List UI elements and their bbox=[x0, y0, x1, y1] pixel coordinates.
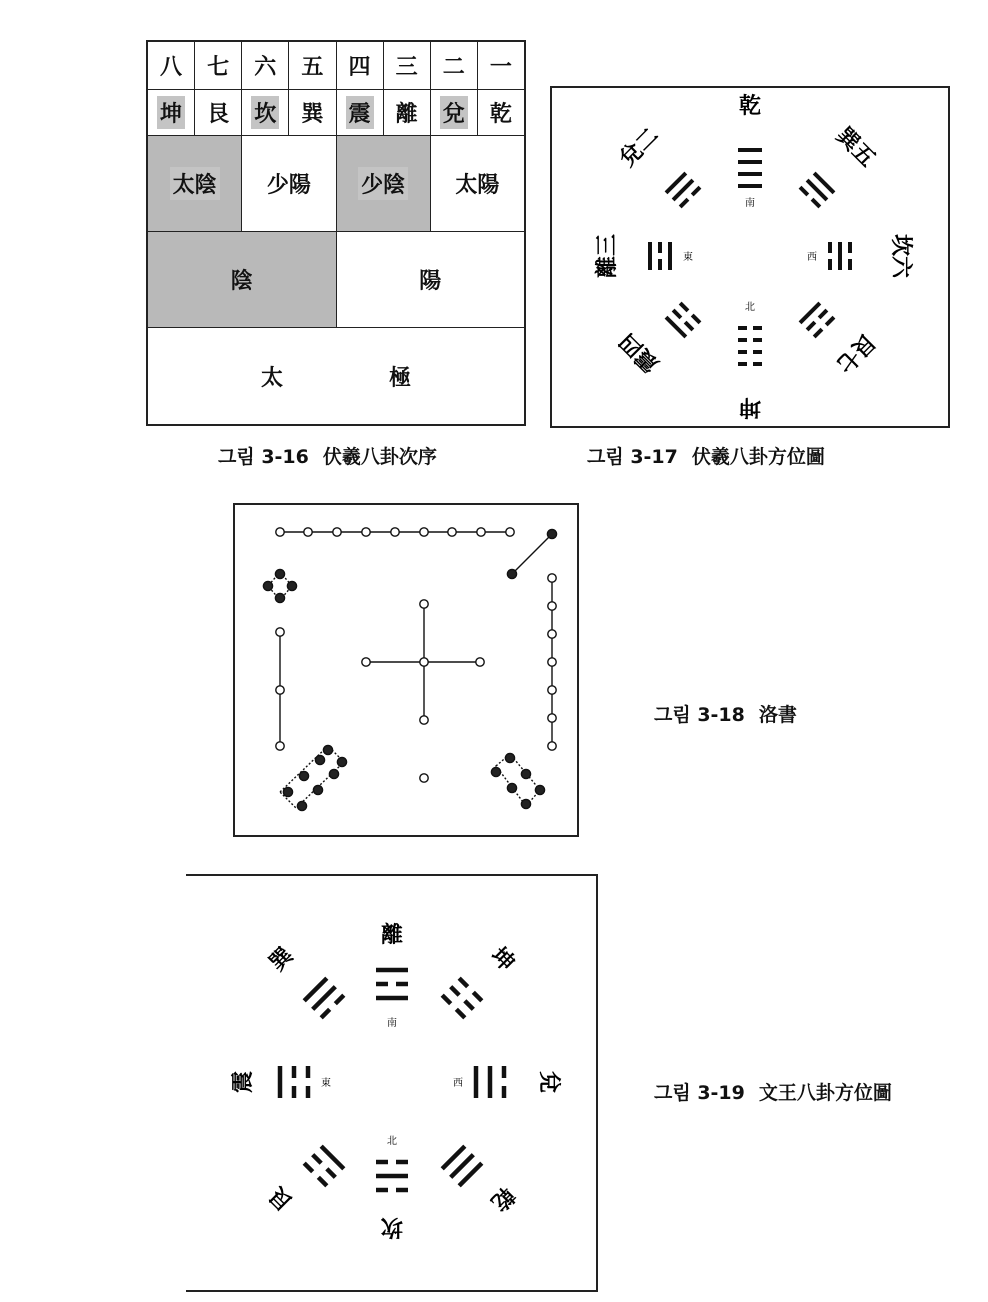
trigram-cell bbox=[289, 90, 336, 135]
direction-west: 西 bbox=[807, 252, 817, 263]
figure-3-16-caption bbox=[218, 442, 437, 469]
direction-south: 南 bbox=[387, 1018, 397, 1029]
fu-xi-arrangement-diagram bbox=[550, 86, 950, 428]
label-east: 坎六 bbox=[888, 233, 914, 279]
trigram-label: 巽 bbox=[301, 101, 324, 127]
label-northeast: 坤 bbox=[485, 942, 520, 977]
trigram-label: 兌 bbox=[440, 96, 468, 129]
trigram-northeast bbox=[442, 978, 482, 1018]
label-west: 震 bbox=[230, 1070, 256, 1094]
trigram-label: 震 bbox=[346, 96, 374, 129]
trigram-west bbox=[650, 242, 670, 270]
label-southwest: 震四 bbox=[614, 327, 665, 378]
lesser-yang-cell: 少陽 bbox=[242, 136, 336, 231]
trigram-southwest bbox=[304, 1146, 344, 1186]
caption-number: 그림 3-16 bbox=[218, 446, 309, 468]
number-cell: 八 bbox=[148, 42, 195, 89]
trigram-west bbox=[280, 1066, 308, 1098]
greater-yang-cell: 太陽 bbox=[455, 172, 500, 198]
caption-number: 그림 3-17 bbox=[587, 446, 678, 468]
label-east: 兌 bbox=[536, 1070, 562, 1094]
caption-number: 그림 3-19 bbox=[654, 1082, 745, 1104]
trigram-southwest bbox=[666, 303, 700, 337]
great-ultimate-row bbox=[148, 328, 524, 424]
label-northwest: 巽 bbox=[264, 942, 299, 977]
direction-west: 西 bbox=[453, 1078, 463, 1089]
yin-cell: 陰 bbox=[148, 232, 337, 327]
luo-shu-diagram bbox=[230, 500, 582, 840]
caption-number: 그림 3-18 bbox=[654, 704, 745, 726]
caption-title: 文王八卦方位圖 bbox=[758, 1082, 892, 1104]
four-images-row bbox=[148, 136, 524, 232]
number-cell: 五 bbox=[289, 42, 336, 89]
trigram-label: 乾 bbox=[489, 101, 512, 127]
great-ultimate-char: 太 bbox=[260, 364, 283, 391]
trigram-cell bbox=[148, 90, 195, 135]
numbers-row bbox=[148, 42, 524, 90]
label-south: 坤 bbox=[738, 394, 762, 420]
direction-east: 東 bbox=[683, 252, 693, 263]
trigram-southeast bbox=[442, 1146, 482, 1186]
trigram-cell bbox=[242, 90, 289, 135]
figure-3-19-caption bbox=[654, 1078, 892, 1105]
two-modes-row bbox=[148, 232, 524, 328]
trigram-cell bbox=[384, 90, 431, 135]
figure-3-18-caption bbox=[654, 700, 797, 727]
trigram-northwest bbox=[304, 978, 344, 1018]
direction-south: 南 bbox=[745, 198, 755, 209]
trigram-cell bbox=[431, 90, 478, 135]
lesser-yin-cell bbox=[337, 136, 431, 231]
trigram-south bbox=[376, 1162, 408, 1190]
great-ultimate-cell bbox=[148, 328, 524, 424]
trigram-label: 坎 bbox=[251, 96, 279, 129]
label-southwest: 艮 bbox=[264, 1181, 299, 1216]
label-north: 乾 bbox=[738, 93, 762, 119]
number-cell: 六 bbox=[242, 42, 289, 89]
label-southeast: 乾 bbox=[485, 1181, 520, 1216]
trigram-east bbox=[830, 242, 850, 270]
label-northeast: 巽五 bbox=[830, 122, 881, 173]
number-cell: 二 bbox=[431, 42, 478, 89]
number-cell: 七 bbox=[195, 42, 242, 89]
trigram-label: 離 bbox=[395, 101, 418, 127]
trigram-east bbox=[476, 1066, 504, 1098]
greater-yin-cell bbox=[148, 136, 242, 231]
trigram-label: 艮 bbox=[207, 101, 230, 127]
direction-north: 北 bbox=[387, 1136, 397, 1147]
lesser-yin-label: 少陰 bbox=[358, 167, 408, 200]
great-ultimate-char: 極 bbox=[388, 364, 411, 391]
caption-title: 伏羲八卦次序 bbox=[322, 446, 437, 468]
trigram-cell bbox=[337, 90, 384, 135]
trigram-south bbox=[738, 328, 762, 364]
king-wen-arrangement-diagram bbox=[186, 874, 598, 1292]
label-north: 離 bbox=[380, 922, 404, 948]
label-northwest: 兌二 bbox=[614, 122, 665, 173]
greater-yin-label: 太陰 bbox=[170, 167, 220, 200]
trigram-cell bbox=[478, 90, 524, 135]
label-west: 離三 bbox=[594, 233, 620, 279]
direction-north: 北 bbox=[745, 302, 755, 313]
fu-xi-sequence-table bbox=[146, 40, 526, 426]
trigram-northeast bbox=[800, 173, 834, 207]
luo-shu-dots bbox=[263, 528, 556, 811]
trigram-label: 坤 bbox=[157, 96, 185, 129]
trigram-northwest bbox=[666, 173, 700, 207]
number-cell: 一 bbox=[489, 54, 512, 80]
trigram-glyphs bbox=[280, 970, 504, 1190]
trigram-north bbox=[376, 970, 408, 998]
caption-title: 洛書 bbox=[758, 704, 797, 726]
trigram-north bbox=[738, 150, 762, 186]
caption-title: 伏羲八卦方位圖 bbox=[691, 446, 825, 468]
direction-east: 東 bbox=[321, 1078, 331, 1089]
yang-cell: 陽 bbox=[419, 268, 442, 294]
figure-3-17-caption bbox=[587, 442, 825, 469]
label-south: 坎 bbox=[380, 1214, 404, 1240]
trigram-cell bbox=[195, 90, 242, 135]
label-southeast: 艮七 bbox=[830, 327, 881, 378]
number-cell: 三 bbox=[384, 42, 431, 89]
number-cell: 四 bbox=[337, 42, 384, 89]
trigram-southeast bbox=[800, 303, 834, 337]
trigram-glyphs bbox=[650, 150, 850, 364]
trigrams-row bbox=[148, 90, 524, 136]
